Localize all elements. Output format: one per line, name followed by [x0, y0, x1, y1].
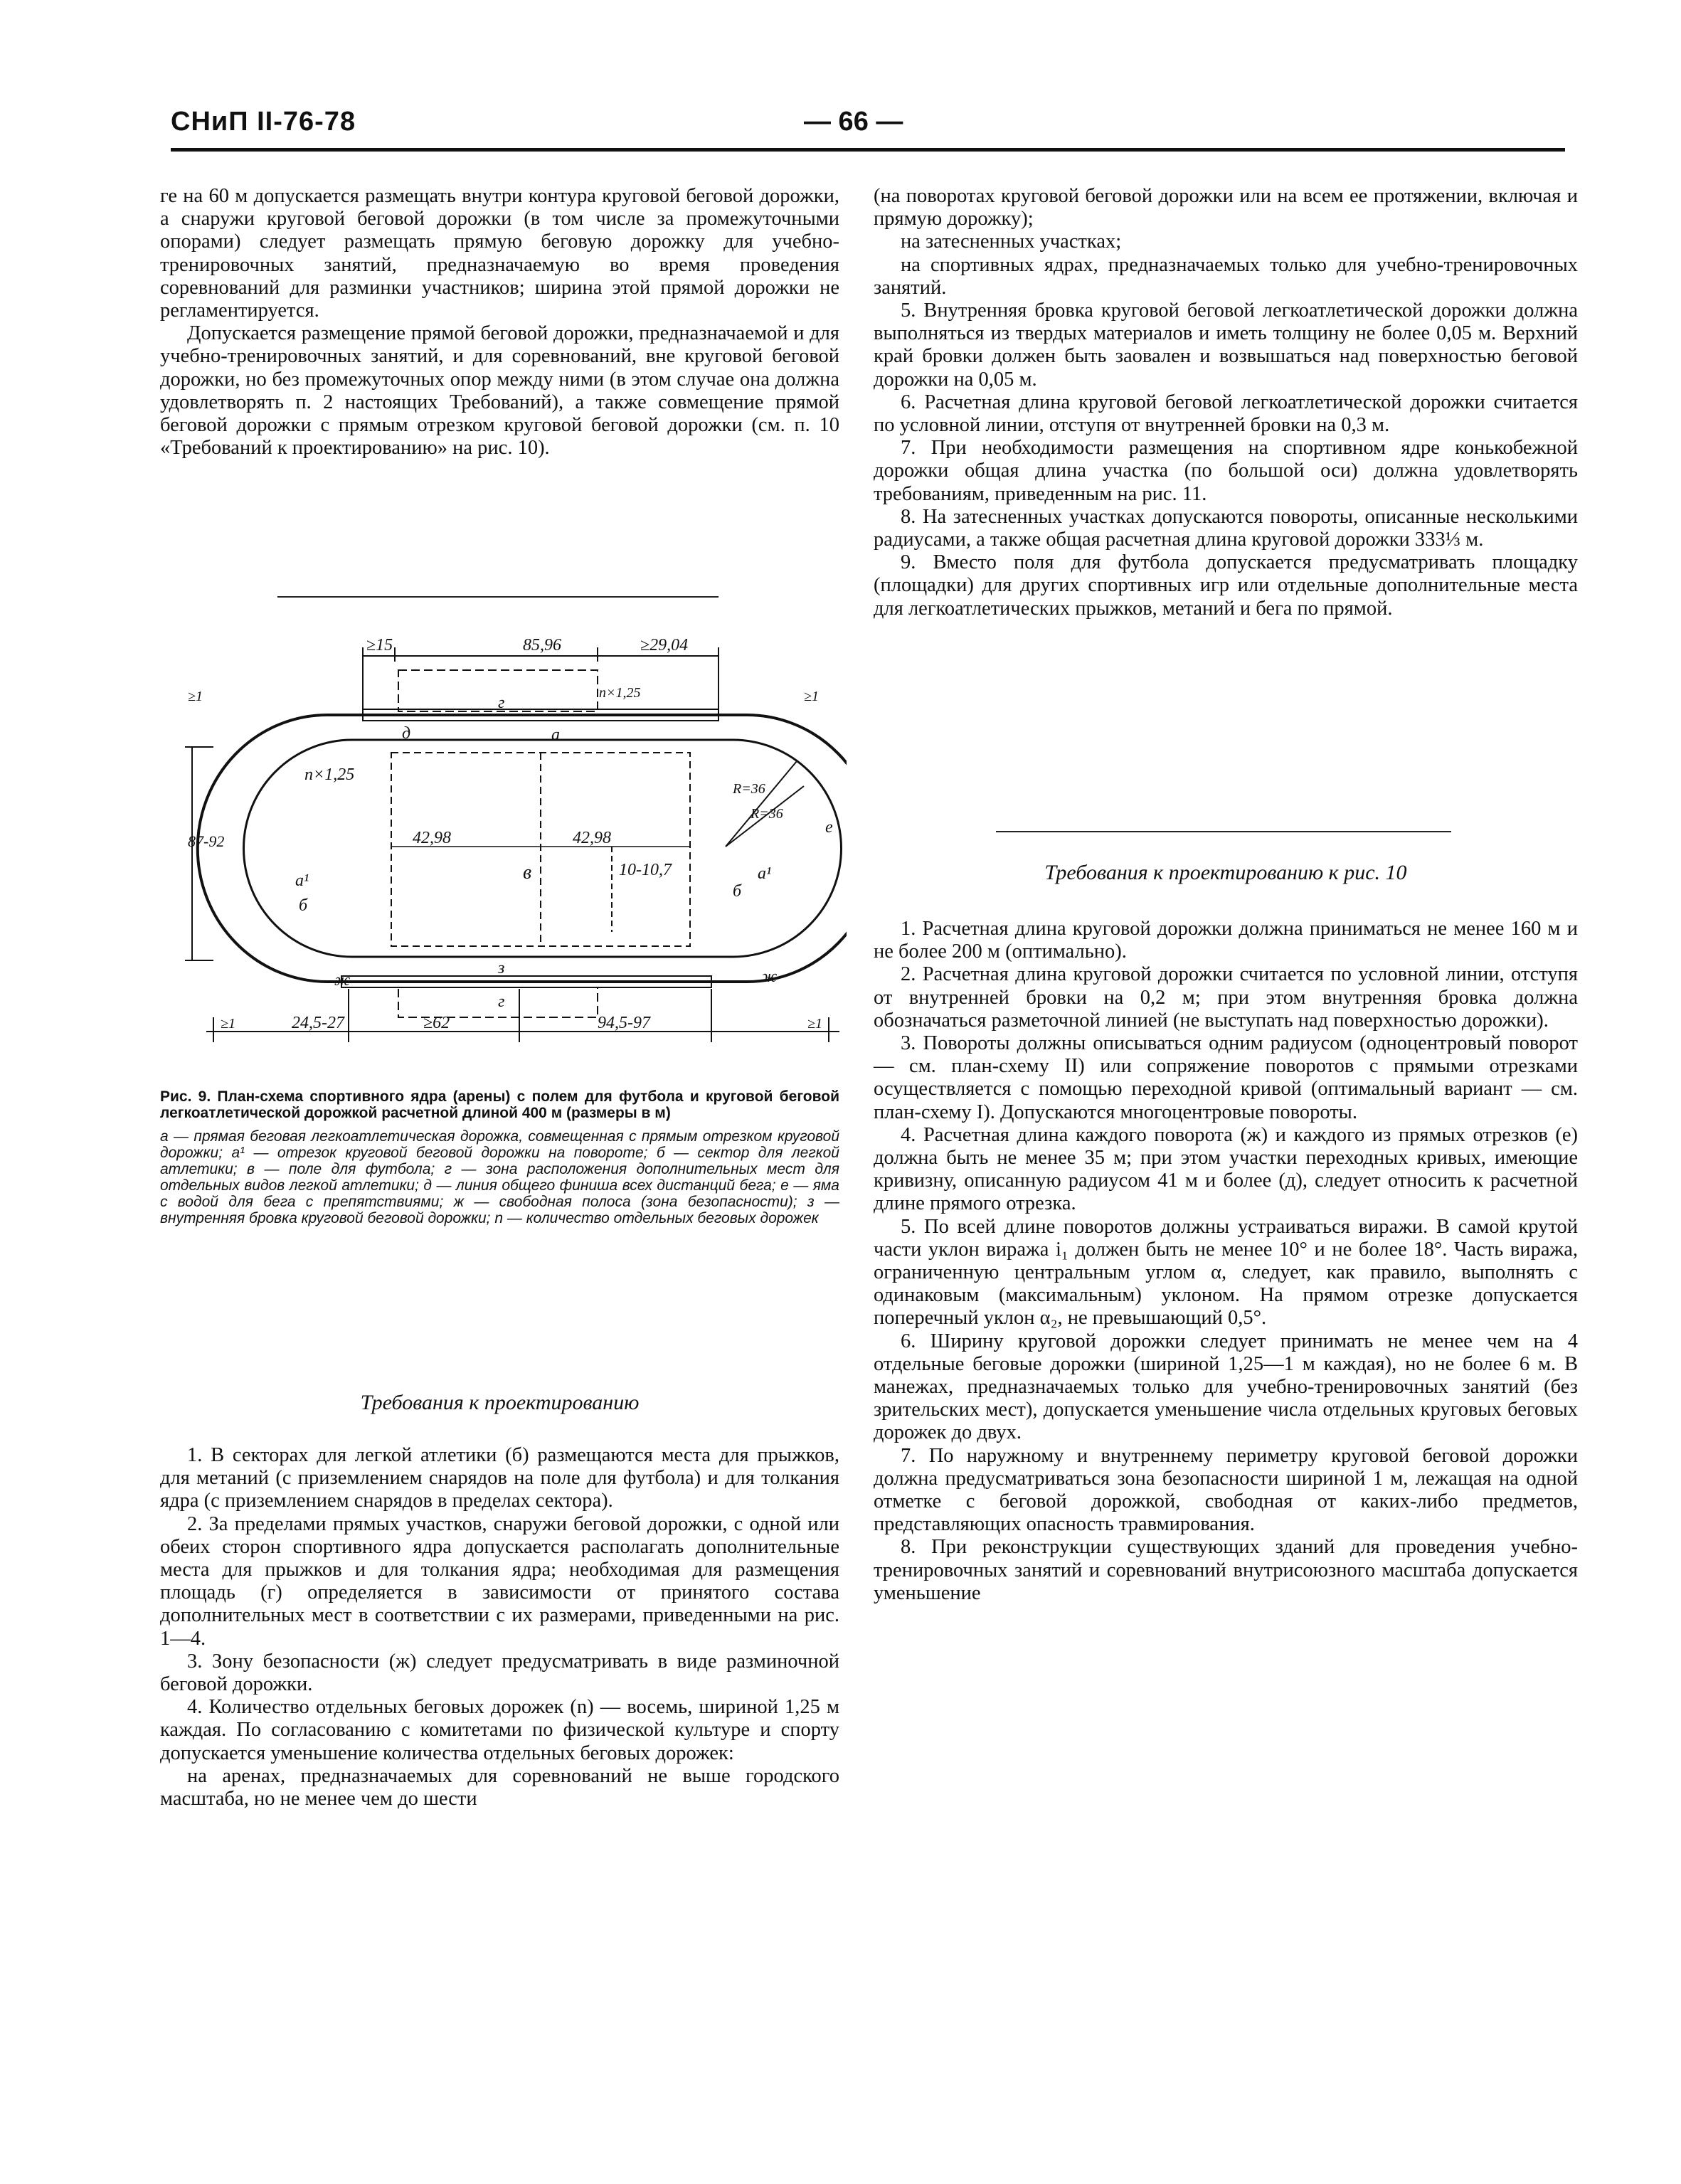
label-z: з — [498, 959, 505, 977]
label-b-left: б — [299, 896, 308, 915]
paragraph: 9. Вместо поля для футбола допускается предусматривать площадку (площадки) для других спортивных игр или отдельные дополнительные места для легкоатлетических прыжков, метаний и бега по прямой. — [874, 551, 1578, 620]
label-a: а — [551, 726, 560, 744]
dim-gap-left: ≥1 — [221, 1016, 235, 1032]
dim-radius-2: R=36 — [751, 806, 783, 822]
dim-straight-2: 42,98 — [573, 829, 611, 847]
label-d: д — [402, 724, 411, 743]
page-header — [171, 107, 1565, 157]
stadium-plan-figure — [185, 633, 847, 1060]
paragraph: 1. Расчетная длина круговой дорожки должна приниматься не менее 160 м и не более 200 м (оптимально). — [874, 918, 1578, 963]
dim-left-height: 87-92 — [188, 832, 225, 850]
paragraph: Допускается размещение прямой беговой дорожки, предназначаемой и для учебно-тренировочных занятий, и для соревнований, вне круговой беговой дорожки, но без промежуточных опор между ними (в этом случае она должна удовлетворять п. 2 настоящих Требований), а также совмещение прямой беговой дорожки с прямым отрезком круговой беговой дорожки (см. п. 10 «Требований к проектированию» на рис. 10). — [160, 322, 839, 460]
dim-side-top-left: ≥1 — [188, 689, 203, 704]
label-v: в — [523, 862, 532, 884]
dim-top-mid: 85,96 — [523, 636, 561, 654]
label-g-top: г — [498, 694, 505, 712]
dim-radius-1: R=36 — [733, 781, 765, 797]
paragraph: 2. Расчетная длина круговой дорожки считается по условной линии, отступя от внутренней бровки на 0,2 м; при этом внутренняя бровка должна обозначаться разметочной линией (не выступать над поверхностью дорожки). — [874, 963, 1578, 1032]
paragraph: 5. Внутренняя бровка круговой беговой легкоатлетической дорожки должна выполняться из твердых материалов и иметь толщину не более 0,05 м. Верхний край бровки должен быть заовален и возвышаться над поверхностью беговой дорожки на 0,05 м. — [874, 299, 1578, 391]
label-zh-right: ж — [761, 968, 778, 986]
section-title-left: Требования к проектированию — [360, 1391, 640, 1414]
dim-field-width: 10-10,7 — [619, 861, 672, 879]
paragraph: 6. Ширину круговой дорожки следует принимать не менее чем на 4 отдельные беговые дорожки (шириной 1,25—1 м каждая), но не более 6 м. В манежах, предназначаемых только для учебно-тренировочных занятий (без зрительских мест), допускается уменьшение числа отдельных круговых беговых дорожек до двух. — [874, 1330, 1578, 1444]
right-column-top — [874, 185, 1578, 620]
paragraph: на затесненных участках; — [901, 230, 1122, 253]
label-zh-left: ж — [334, 971, 351, 990]
paragraph: 2. За пределами прямых участков, снаружи беговой дорожки, с одной или обеих сторон спортивного ядра допускается располагать дополнительные места для прыжков и для толкания ядра; необходимая для размещения площадь (г) определяется в зависимости от принятого состава дополнительных мест в соответствии с их размерами, приведенными на рис. 1—4. — [160, 1512, 839, 1650]
dim-top-right: ≥29,04 — [640, 636, 689, 654]
label-g-bottom: г — [498, 992, 505, 1011]
paragraph: 8. При реконструкции существующих зданий для проведения учебно-тренировочных занятий и соревнований внутрисоюзного масштаба допускается уменьшение — [874, 1536, 1578, 1604]
paragraph: 4. Количество отдельных беговых дорожек (n) — восемь, шириной 1,25 м каждая. По согласованию с комитетами по физической культуре и спорту допускается уменьшение количества отдельных беговых дорожек: — [160, 1696, 839, 1764]
right-column-requirements — [874, 918, 1578, 1605]
paragraph: (на поворотах круговой беговой дорожки или на всем ее протяжении, включая и прямую дорожку); — [874, 185, 1578, 230]
label-b-right: б — [733, 882, 742, 901]
paragraph: 5. По всей длине поворотов должны устраиваться виражи. В самой крутой части уклон виража i₁ должен быть не менее 10° и не более 18°. Часть виража, ограниченную центральным углом α, следует, как правило, выполнять с одинаковым (максимальным) уклоном. На прямом отрезке допускается поперечный уклон α₂, не превышающий 0,5°. — [874, 1215, 1578, 1330]
separator-rule — [277, 596, 718, 598]
caption-legend: а — прямая беговая легкоатлетическая дорожка, совмещенная с прямым отрезком круговой дорожки; а¹ — отрезок круговой беговой дорожки на повороте; б — сектор для легкой атлетики; в — поле для футбола; г — зона расположения дополнительных мест для отдельных видов легкой атлетики; д — линия общего финиша всех дистанций бега; е — яма с водой для бега с препятствиями; ж — свободная полоса (зона безопасности); з — внутренняя бровка круговой беговой дорожки; n — количество отдельных беговых дорожек — [160, 1128, 839, 1226]
dim-gap-right: ≥1 — [807, 1016, 822, 1032]
paragraph: 8. На затесненных участках допускаются повороты, описанные несколькими радиусами, а также общая расчетная длина круговой дорожки 333⅓ м. — [874, 505, 1578, 551]
separator-rule — [996, 831, 1451, 832]
paragraph: 6. Расчетная длина круговой беговой легкоатлетической дорожки считается по условной линии, отступя от внутренней бровки на 0,3 м. — [874, 391, 1578, 437]
dim-bottom-left: 24,5-27 — [292, 1014, 344, 1032]
paragraph: 7. При необходимости размещения на спортивном ядре конькобежной дорожки общая длина участка (по большой оси) должна удовлетворять требованиям, приведенным на рис. 11. — [874, 437, 1578, 505]
paragraph: 4. Расчетная длина каждого поворота (ж) и каждого из прямых отрезков (е) должна быть не менее 35 м; при этом участки переходных кривых, имеющие кривизну, описанную радиусом 41 м и более (д), следует относить к расчетной длине прямого отрезка. — [874, 1123, 1578, 1215]
dim-lanes-top: n×1,25 — [599, 685, 641, 701]
section-title-right: Требования к проектированию к рис. 10 — [1044, 861, 1407, 884]
dim-side-top-right: ≥1 — [804, 689, 819, 704]
page-number: — 66 — — [804, 107, 903, 137]
dim-bottom-mid: ≥62 — [423, 1014, 450, 1032]
paragraph: 1. В секторах для легкой атлетики (б) размещаются места для прыжков, для метаний (с приземлением снарядов на поле для футбола) и для толкания ядра (с приземлением снарядов в пределах сектора). — [160, 1444, 839, 1512]
document-code: СНиП II-76-78 — [171, 107, 356, 137]
left-column-top — [160, 185, 839, 460]
label-e: е — [825, 818, 833, 837]
paragraph: 3. Повороты должны описываться одним радиусом (одноцентровый поворот — см. план-схему II) или сопряжение поворотов с прямыми отрезками осуществляется с помощью переходной кривой (оптимальный вариант — см. план-схему I). Допускаются многоцентровые повороты. — [874, 1032, 1578, 1123]
left-column-requirements — [160, 1444, 839, 1811]
label-a1-right: а¹ — [758, 864, 772, 883]
label-a1-left: а¹ — [295, 871, 309, 890]
paragraph: 3. Зону безопасности (ж) следует предусматривать в виде разминочной беговой дорожки. — [160, 1650, 839, 1696]
dim-lanes-left: n×1,25 — [304, 765, 355, 784]
paragraph: на аренах, предназначаемых для соревнований не выше городского масштаба, но не менее чем до шести — [160, 1764, 839, 1811]
paragraph: 7. По наружному и внутреннему периметру круговой беговой дорожки должна предусматриваться зона безопасности шириной 1 м, лежащая на одной отметке с беговой дорожкой, свободная от каких-либо предметов, представляющих опасность травмирования. — [874, 1444, 1578, 1536]
figure-caption — [160, 1088, 839, 1226]
paragraph: ге на 60 м допускается размещать внутри контура круговой беговой дорожки, а снаружи круговой беговой дорожки (в том числе за промежуточными опорами) следует размещать прямую беговую дорожку для учебно-тренировочных занятий, предназначаемую во время проведения соревнований для разминки участников; ширина этой прямой дорожки не регламентируется. — [160, 185, 839, 322]
dim-bottom-right: 94,5-97 — [598, 1014, 650, 1032]
paragraph: на спортивных ядрах, предназначаемых только для учебно-тренировочных занятий. — [874, 253, 1578, 299]
header-rule — [171, 148, 1565, 152]
dim-straight-1: 42,98 — [413, 829, 451, 847]
dim-top-left: ≥15 — [366, 636, 393, 654]
caption-title: Рис. 9. План-схема спортивного ядра (арены) с полем для футбола и круговой беговой легкоатлетической дорожкой расчетной длиной 400 м (размеры в м) — [160, 1088, 839, 1121]
